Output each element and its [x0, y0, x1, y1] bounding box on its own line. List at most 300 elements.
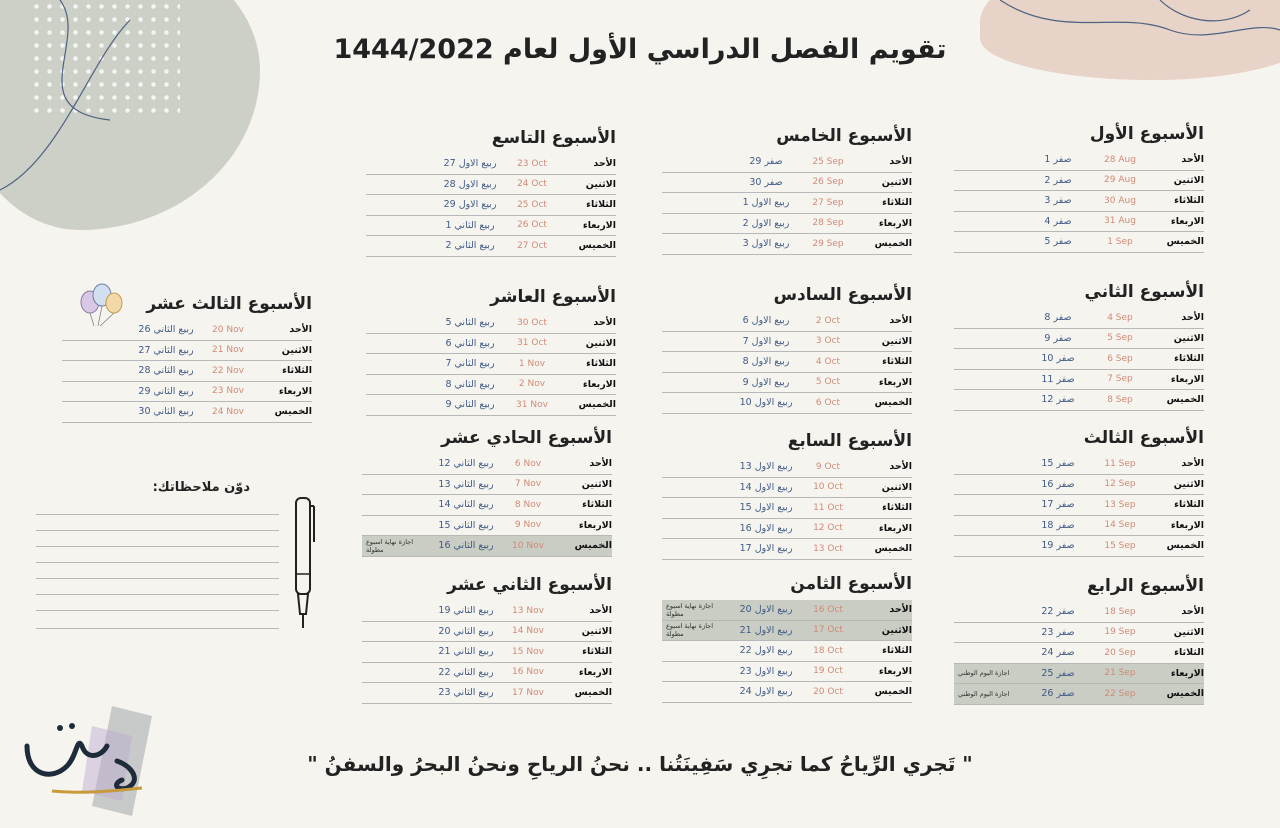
day-name: الخميس [1166, 394, 1204, 406]
hijri-date: صفر 8 [1044, 312, 1072, 324]
day-row [662, 621, 912, 642]
gregorian-date: 25 Oct [517, 199, 547, 210]
gregorian-date: 14 Nov [512, 626, 544, 637]
day-row [662, 352, 912, 373]
hijri-date: صفر 11 [1041, 373, 1075, 385]
day-row [362, 601, 612, 622]
day-name: الثلاثاء [582, 499, 612, 511]
quote-text: " تَجري الرِّياحُ كما تجرِي سَفِينَتُنا .. نحنُ الرياحِ ونحنُ البحرُ والسفنُ " [307, 752, 973, 776]
day-name: الاربعاء [878, 522, 912, 534]
balloons-icon [78, 282, 138, 326]
day-row [954, 516, 1204, 537]
hijri-date: صفر 26 [1041, 688, 1075, 700]
gregorian-date: 17 Oct [813, 625, 843, 636]
gregorian-date: 4 Sep [1107, 312, 1133, 323]
gregorian-date: 20 Nov [212, 324, 244, 335]
hijri-date: ربيع الثاني 26 [138, 324, 194, 336]
hijri-date: ربيع الثاني 19 [438, 605, 494, 617]
day-name: الخميس [574, 540, 612, 552]
hijri-date: صفر 19 [1041, 540, 1075, 552]
day-row [954, 664, 1204, 685]
week-6 [662, 285, 912, 414]
gregorian-date: 20 Sep [1104, 647, 1136, 658]
day-name: الخميس [274, 406, 312, 418]
day-row [662, 498, 912, 519]
note-line[interactable] [36, 530, 279, 531]
day-name: الثلاثاء [882, 502, 912, 514]
gregorian-date: 22 Nov [212, 365, 244, 376]
day-name: الاربعاء [1170, 373, 1204, 385]
hijri-date: ربيع الاول 21 [739, 624, 793, 636]
day-row [954, 171, 1204, 192]
gregorian-date: 9 Nov [514, 520, 542, 531]
day-row [954, 495, 1204, 516]
day-row [662, 519, 912, 540]
gregorian-date: 5 Oct [815, 377, 841, 388]
day-row [662, 234, 912, 255]
day-name: الأحد [593, 317, 616, 329]
gregorian-date: 29 Aug [1104, 175, 1136, 186]
hijri-date: صفر 15 [1041, 458, 1075, 470]
hijri-date: ربيع الاول 27 [443, 158, 497, 170]
gregorian-date: 18 Sep [1104, 606, 1136, 617]
day-row [366, 354, 616, 375]
day-name: الاربعاء [878, 376, 912, 388]
hijri-date: ربيع الاول 3 [742, 238, 790, 250]
hijri-date: ربيع الثاني 15 [438, 519, 494, 531]
hijri-date: ربيع الثاني 2 [445, 240, 495, 252]
note-line[interactable] [36, 546, 279, 547]
gregorian-date: 23 Oct [517, 158, 547, 169]
day-row [954, 232, 1204, 253]
holiday-note: اجازة اليوم الوطني [958, 689, 1010, 698]
week-title: الأسبوع العاشر [490, 287, 616, 307]
gregorian-date: 15 Sep [1104, 540, 1136, 551]
hijri-date: ربيع الاول 17 [739, 543, 793, 555]
week-title: الأسبوع الثالث [1083, 428, 1204, 448]
day-row [366, 216, 616, 237]
day-name: الاثنين [1173, 626, 1204, 638]
day-row [662, 193, 912, 214]
gregorian-date: 10 Nov [512, 540, 544, 551]
day-row [662, 373, 912, 394]
day-name: الخميس [874, 397, 912, 409]
hijri-date: صفر 5 [1044, 236, 1072, 248]
gregorian-date: 6 Oct [815, 397, 841, 408]
gregorian-date: 12 Sep [1104, 479, 1136, 490]
hijri-date: ربيع الاول 14 [739, 481, 793, 493]
gregorian-date: 11 Sep [1104, 458, 1136, 469]
gregorian-date: 19 Sep [1104, 627, 1136, 638]
hijri-date: ربيع الاول 24 [739, 686, 793, 698]
hijri-date: صفر 10 [1041, 353, 1075, 365]
day-name: الثلاثاء [586, 199, 616, 211]
day-row [362, 642, 612, 663]
day-row [954, 191, 1204, 212]
day-row [362, 475, 612, 496]
day-row [366, 195, 616, 216]
hijri-date: صفر 29 [749, 156, 783, 168]
gregorian-date: 24 Oct [517, 179, 547, 190]
gregorian-date: 21 Nov [212, 345, 244, 356]
day-row [954, 212, 1204, 233]
day-name: الثلاثاء [282, 365, 312, 377]
day-row [662, 173, 912, 194]
gregorian-date: 26 Sep [812, 177, 844, 188]
day-name: الأحد [1181, 606, 1204, 618]
day-name: الاثنين [1173, 478, 1204, 490]
hijri-date: ربيع الثاني 29 [138, 385, 194, 397]
hijri-date: صفر 16 [1041, 478, 1075, 490]
hijri-date: ربيع الاول 28 [443, 178, 497, 190]
day-name: الاربعاء [582, 219, 616, 231]
gregorian-date: 24 Nov [212, 406, 244, 417]
week-title: الأسبوع الحادي عشر [441, 428, 612, 448]
day-name: الاربعاء [578, 666, 612, 678]
day-row [362, 663, 612, 684]
hijri-date: ربيع الثاني 8 [445, 378, 495, 390]
day-row [662, 539, 912, 560]
notes-label: دوّن ملاحظاتك: [152, 480, 250, 495]
day-row [954, 349, 1204, 370]
holiday-note: اجازة نهاية اسبوع مطولة [666, 622, 714, 639]
hijri-date: ربيع الاول 1 [742, 197, 790, 209]
gregorian-date: 18 Oct [813, 645, 843, 656]
day-name: الثلاثاء [1174, 499, 1204, 511]
hijri-date: صفر 1 [1044, 154, 1072, 166]
day-name: الخميس [1166, 688, 1204, 700]
day-name: الاثنين [1173, 174, 1204, 186]
hijri-date: صفر 17 [1041, 499, 1075, 511]
day-name: الثلاثاء [586, 358, 616, 370]
day-name: الاثنين [881, 335, 912, 347]
gregorian-date: 27 Sep [812, 197, 844, 208]
day-name: الخميس [578, 240, 616, 252]
day-row [954, 150, 1204, 171]
day-row [366, 395, 616, 416]
day-row [954, 475, 1204, 496]
week-title: الأسبوع الرابع [1087, 576, 1204, 596]
day-row [362, 454, 612, 475]
day-row [954, 643, 1204, 664]
day-row [954, 623, 1204, 644]
gregorian-date: 22 Sep [1104, 688, 1136, 699]
hijri-date: ربيع الاول 2 [742, 217, 790, 229]
week-title: الأسبوع الخامس [776, 126, 912, 146]
note-line[interactable] [36, 514, 279, 515]
day-name: الأحد [1181, 312, 1204, 324]
gregorian-date: 8 Nov [514, 499, 542, 510]
day-row [362, 516, 612, 537]
week-3 [954, 428, 1204, 557]
day-row [366, 154, 616, 175]
week-title: الأسبوع الأول [1089, 124, 1204, 144]
day-name: الثلاثاء [882, 197, 912, 209]
gregorian-date: 3 Oct [815, 336, 841, 347]
day-name: الثلاثاء [1174, 353, 1204, 365]
gregorian-date: 2 Oct [815, 315, 841, 326]
day-row [366, 375, 616, 396]
gregorian-date: 6 Nov [514, 458, 542, 469]
hijri-date: ربيع الاول 16 [739, 522, 793, 534]
day-row [954, 454, 1204, 475]
hijri-date: ربيع الاول 6 [742, 315, 790, 327]
hijri-date: ربيع الاول 8 [742, 356, 790, 368]
holiday-note: اجازة اليوم الوطني [958, 669, 1010, 678]
day-name: الاربعاء [1170, 667, 1204, 679]
week-title: الأسبوع الثامن [790, 574, 912, 594]
week-4 [954, 576, 1204, 705]
gregorian-date: 12 Oct [813, 523, 843, 534]
hijri-date: ربيع الثاني 7 [445, 358, 495, 370]
gregorian-date: 26 Oct [517, 220, 547, 231]
note-line[interactable] [36, 610, 279, 611]
day-name: الأحد [589, 605, 612, 617]
day-name: الأحد [889, 461, 912, 473]
day-name: الاربعاء [878, 217, 912, 229]
day-row [366, 236, 616, 257]
gregorian-date: 29 Sep [812, 238, 844, 249]
day-name: الثلاثاء [1174, 195, 1204, 207]
day-row [954, 390, 1204, 411]
day-name: الخميس [1166, 236, 1204, 248]
week-5 [662, 126, 912, 255]
day-row [662, 152, 912, 173]
logo-icon [22, 706, 162, 816]
day-row [662, 393, 912, 414]
day-name: الاثنين [881, 624, 912, 636]
note-line[interactable] [36, 628, 279, 629]
day-name: الخميس [874, 238, 912, 250]
gregorian-date: 7 Sep [1107, 374, 1133, 385]
week-title: الأسبوع السابع [787, 431, 912, 451]
day-name: الاثنين [1173, 332, 1204, 344]
day-row [62, 382, 312, 403]
holiday-note: اجازة نهاية اسبوع مطولة [666, 601, 714, 618]
hijri-date: ربيع الثاني 21 [438, 646, 494, 658]
hijri-date: صفر 18 [1041, 519, 1075, 531]
day-name: الثلاثاء [882, 356, 912, 368]
day-name: الثلاثاء [582, 646, 612, 658]
day-name: الثلاثاء [1174, 647, 1204, 659]
hijri-date: صفر 4 [1044, 215, 1072, 227]
day-name: الاثنين [581, 625, 612, 637]
week-7 [662, 431, 912, 560]
gregorian-date: 25 Sep [812, 156, 844, 167]
gregorian-date: 1 Sep [1107, 236, 1133, 247]
day-row [662, 662, 912, 683]
week-9 [366, 128, 616, 257]
day-row [362, 622, 612, 643]
week-title: الأسبوع الثاني عشر [447, 575, 612, 595]
week-title: الأسبوع التاسع [491, 128, 616, 148]
day-row [662, 682, 912, 703]
day-row [662, 457, 912, 478]
day-row [662, 600, 912, 621]
day-name: الاثنين [881, 481, 912, 493]
gregorian-date: 1 Nov [518, 358, 546, 369]
day-row [362, 495, 612, 516]
week-2 [954, 282, 1204, 411]
day-row [366, 175, 616, 196]
hijri-date: ربيع الثاني 20 [438, 625, 494, 637]
page-title: تقويم الفصل الدراسي الأول لعام 1444/2022 [333, 34, 947, 65]
hijri-date: ربيع الثاني 5 [445, 317, 495, 329]
hijri-date: ربيع الاول 9 [742, 376, 790, 388]
gregorian-date: 9 Oct [815, 461, 841, 472]
holiday-note: اجازة نهاية اسبوع مطولة [366, 537, 414, 554]
gregorian-date: 11 Oct [813, 502, 843, 513]
day-row [662, 478, 912, 499]
gregorian-date: 2 Nov [518, 379, 546, 390]
gregorian-date: 20 Oct [813, 686, 843, 697]
hijri-date: صفر 30 [749, 176, 783, 188]
gregorian-date: 13 Sep [1104, 499, 1136, 510]
hijri-date: ربيع الثاني 13 [438, 478, 494, 490]
day-name: الاثنين [585, 337, 616, 349]
day-row [662, 641, 912, 662]
gregorian-date: 8 Sep [1107, 394, 1133, 405]
gregorian-date: 30 Oct [517, 317, 547, 328]
hijri-date: ربيع الثاني 30 [138, 406, 194, 418]
hijri-date: ربيع الثاني 23 [438, 687, 494, 699]
hijri-date: صفر 3 [1044, 195, 1072, 207]
day-name: الخميس [1166, 540, 1204, 552]
day-row [662, 214, 912, 235]
note-line[interactable] [36, 562, 279, 563]
gregorian-date: 31 Oct [517, 338, 547, 349]
day-name: الخميس [874, 686, 912, 698]
day-row [954, 370, 1204, 391]
gregorian-date: 5 Sep [1107, 333, 1133, 344]
day-name: الأحد [889, 156, 912, 168]
gregorian-date: 21 Sep [1104, 668, 1136, 679]
hijri-date: ربيع الثاني 27 [138, 344, 194, 356]
gregorian-date: 17 Nov [512, 687, 544, 698]
day-row [662, 332, 912, 353]
day-row [366, 313, 616, 334]
gregorian-date: 13 Oct [813, 543, 843, 554]
hijri-date: صفر 2 [1044, 174, 1072, 186]
gregorian-date: 28 Aug [1104, 154, 1136, 165]
day-row [954, 684, 1204, 705]
hijri-date: ربيع الاول 7 [742, 335, 790, 347]
hijri-date: ربيع الاول 29 [443, 199, 497, 211]
week-1 [954, 124, 1204, 253]
hijri-date: صفر 9 [1044, 332, 1072, 344]
day-name: الاربعاء [878, 665, 912, 677]
day-name: الاربعاء [1170, 519, 1204, 531]
gregorian-date: 7 Nov [514, 479, 542, 490]
week-title: الأسبوع السادس [773, 285, 912, 305]
hijri-date: ربيع الثاني 16 [438, 540, 494, 552]
day-name: الاربعاء [578, 519, 612, 531]
week-10 [366, 287, 616, 416]
note-line[interactable] [36, 578, 279, 579]
hijri-date: صفر 22 [1041, 606, 1075, 618]
hijri-date: ربيع الثاني 1 [445, 219, 495, 231]
week-11 [362, 428, 612, 557]
week-12 [362, 575, 612, 704]
gregorian-date: 28 Sep [812, 218, 844, 229]
day-name: الأحد [589, 458, 612, 470]
day-name: الاثنين [585, 178, 616, 190]
day-name: الاربعاء [582, 378, 616, 390]
day-row [62, 341, 312, 362]
day-name: الخميس [874, 543, 912, 555]
hijri-date: صفر 24 [1041, 647, 1075, 659]
day-row [62, 361, 312, 382]
day-row [662, 311, 912, 332]
hijri-date: ربيع الاول 20 [739, 604, 793, 616]
gregorian-date: 23 Nov [212, 386, 244, 397]
gregorian-date: 31 Aug [1104, 216, 1136, 227]
day-name: الاثنين [881, 176, 912, 188]
day-name: الاثنين [281, 344, 312, 356]
pen-icon [290, 494, 318, 634]
hijri-date: صفر 23 [1041, 626, 1075, 638]
day-row [954, 329, 1204, 350]
day-name: الثلاثاء [882, 645, 912, 657]
day-row [366, 334, 616, 355]
week-title: الأسبوع الثاني [1084, 282, 1204, 302]
day-row [362, 536, 612, 557]
gregorian-date: 27 Oct [517, 240, 547, 251]
hijri-date: ربيع الاول 10 [739, 397, 793, 409]
hijri-date: ربيع الثاني 12 [438, 458, 494, 470]
hijri-date: ربيع الاول 22 [739, 645, 793, 657]
day-name: الأحد [889, 315, 912, 327]
gregorian-date: 16 Oct [813, 604, 843, 615]
day-row [954, 602, 1204, 623]
gregorian-date: 15 Nov [512, 646, 544, 657]
day-name: الأحد [1181, 154, 1204, 166]
gregorian-date: 14 Sep [1104, 520, 1136, 531]
day-name: الاربعاء [1170, 215, 1204, 227]
gregorian-date: 30 Aug [1104, 195, 1136, 206]
day-name: الخميس [574, 687, 612, 699]
day-row [954, 308, 1204, 329]
note-line[interactable] [36, 594, 279, 595]
hijri-date: ربيع الاول 13 [739, 461, 793, 473]
hijri-date: ربيع الاول 23 [739, 665, 793, 677]
gregorian-date: 16 Nov [512, 667, 544, 678]
day-name: الاثنين [581, 478, 612, 490]
gregorian-date: 19 Oct [813, 666, 843, 677]
day-row [362, 683, 612, 704]
day-row [62, 402, 312, 423]
hijri-date: صفر 25 [1041, 667, 1075, 679]
gregorian-date: 31 Nov [516, 399, 548, 410]
gregorian-date: 10 Oct [813, 482, 843, 493]
hijri-date: ربيع الاول 15 [739, 502, 793, 514]
week-title: الأسبوع الثالث عشر [146, 294, 312, 314]
hijri-date: ربيع الثاني 28 [138, 365, 194, 377]
hijri-date: ربيع الثاني 9 [445, 399, 495, 411]
day-name: الاربعاء [278, 385, 312, 397]
day-name: الأحد [593, 158, 616, 170]
hijri-date: ربيع الثاني 22 [438, 666, 494, 678]
day-name: الخميس [578, 399, 616, 411]
day-name: الأحد [889, 604, 912, 616]
week-8 [662, 574, 912, 703]
gregorian-date: 6 Sep [1107, 353, 1133, 364]
day-row [954, 536, 1204, 557]
hijri-date: صفر 12 [1041, 394, 1075, 406]
hijri-date: ربيع الثاني 6 [445, 337, 495, 349]
gregorian-date: 4 Oct [815, 356, 841, 367]
gregorian-date: 13 Nov [512, 605, 544, 616]
